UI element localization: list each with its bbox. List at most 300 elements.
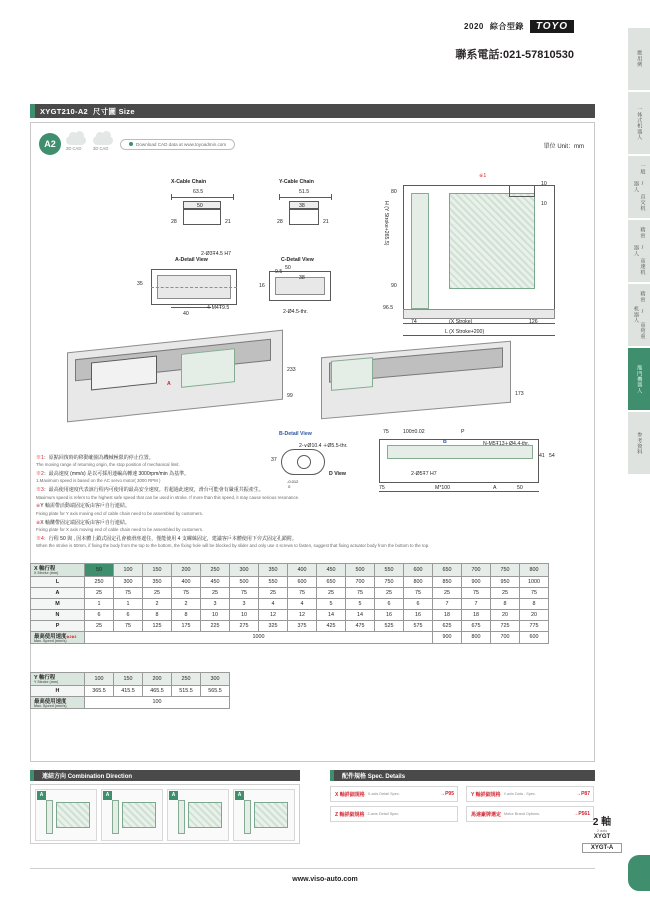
cell: 225 [201,620,230,631]
cell: 3 [201,598,230,609]
section-tabs [628,28,650,476]
y-stroke-col: 200 [143,673,172,686]
sidebar-tab-general[interactable] [628,156,650,218]
cell: 550 [259,576,288,587]
cell: 20 [491,609,520,620]
model-corner-box [582,813,622,853]
spec-page-ref[interactable]: →P95 [440,791,454,797]
c-detail-dim-95: 9.5 [275,269,283,275]
main-dim-80: 80 [391,189,397,195]
cell: 375 [288,620,317,631]
cell: 750 [375,576,404,587]
combination-column [178,800,185,834]
iso-carriage [181,348,235,388]
brand-logo: TOYO [530,20,574,33]
combination-item[interactable] [167,789,229,841]
tab-label-zh: 精密 / 高荷重机器人 [633,291,646,339]
cell: 475 [346,620,375,631]
combination-column [46,800,53,834]
x-stroke-col: 650 [433,564,462,577]
max-speed-note: ※2※3 [66,634,77,639]
cell: 25 [375,587,404,598]
row-label-A: A [31,587,85,598]
cell: 8 [172,609,201,620]
x-stroke-col: 700 [462,564,491,577]
max-speed-zh: 最高使用速度 [34,633,67,640]
dview-dim-54: 54 [549,453,555,459]
footer-divider [30,868,595,869]
catalog-header [464,20,574,33]
x-max-speed-cell: 600 [520,631,549,644]
y-stroke-col: 250 [172,673,201,686]
iso2-dim-173: 173 [515,391,524,397]
cell: 1000 [520,576,549,587]
note-key: ※4 [36,535,44,542]
main-dim-90: 90 [391,283,397,289]
note-item [36,487,336,501]
dview-label-A: A [493,485,497,491]
cell: 500 [230,576,259,587]
cell: 25 [201,587,230,598]
x-max-speed-cell: 800 [462,631,491,644]
c-detail-title: C-Detail View [281,257,314,263]
cell: 675 [462,620,491,631]
max-speed-en: Max. Speed (mm/s) [34,638,67,643]
cell: 515.5 [172,685,201,696]
tab-label-zh: 一般 / 直交机器人 [633,163,646,211]
combination-diagram [56,802,90,828]
title-model: XYGT210-A2 [40,107,89,116]
main-column-left [411,193,429,309]
title-label-en: Size [118,107,135,116]
note-key: ※3 [36,487,44,494]
cell: 425 [317,620,346,631]
iso-label-A: A [167,381,171,387]
note-key: ※ [36,503,41,510]
cell: 25 [85,587,114,598]
cell: 12 [259,609,288,620]
tab-label-zh: 一体式机器人 [636,105,643,141]
spec-row-y-axis[interactable] [466,786,594,802]
main-dim-74: 74 [411,319,417,325]
x-chain-dim-635: 63.5 [193,189,204,195]
x-cable-chain-title: X-Cable Chain [171,179,207,185]
note-item [36,536,556,550]
series-name: XYGT [593,834,611,840]
main-base [403,309,555,319]
x-stroke-label-en: X Stroke (mm) [34,571,59,575]
main-dim-H: H (Y Stroke+265.5) [383,201,389,246]
contact-phone: 聯系電話:021-57810530 [455,49,574,61]
y-chain-dim-28: 28 [277,219,283,225]
cell: 8 [491,598,520,609]
note-item [36,520,336,534]
cell: 6 [85,609,114,620]
combination-item-badge: A [169,791,178,800]
x-chain-dim-21: 21 [225,219,231,225]
combination-diagram [254,802,288,828]
cell: 325 [259,620,288,631]
cell: 250 [85,576,114,587]
table-row [31,696,230,709]
x-stroke-col: 150 [143,564,172,577]
max-speed-zh: 最高使用速度 [34,698,67,705]
main-dim-965: 96.5 [383,305,394,311]
table-row [31,631,549,644]
title-accent [30,104,35,118]
cell: 8 [143,609,172,620]
tab-label-zh: 龍門機器人 [636,364,643,394]
dview-hole-note: N-M5Ŧ13∔Ø4.4-thr. [483,441,530,447]
unit-label: 單位 Unit：mm [543,144,584,150]
cad-3d-icon[interactable] [93,136,115,152]
x-stroke-col-50: 50 [85,564,114,577]
cell: 6 [404,598,433,609]
spec-row-motor[interactable] [466,806,594,822]
cell: 175 [172,620,201,631]
row-label-M: M [31,598,85,609]
x-table-header-cell [31,564,85,577]
cell: 7 [433,598,462,609]
cell: 75 [172,587,201,598]
a-detail-hole-note: 2-Ø3Ŧ4.5 H7 [201,251,231,257]
combination-item-badge: A [37,791,46,800]
drawing-frame [30,122,595,762]
x-stroke-col: 450 [317,564,346,577]
c-detail-dim-50: 50 [285,265,291,271]
main-dim-126: 126 [529,319,538,325]
dview-plate [387,445,533,459]
note-en: The moving range of returning origin, the stop position of mechanical limit. [36,462,180,468]
note-en: Fixing plate for X axis moving end of cable chain need to be assembled by customers. [36,526,204,532]
y-stroke-col: 100 [85,673,114,686]
combination-title-zh: 連結方向 [42,774,67,780]
note-zh: ：原點回復時的移動範圍為機械極限的停止位置。 [43,455,154,461]
main-dim-xstroke: (X Stroke) [449,319,473,325]
spec-label-zh: X 軸詳細規格 [335,791,365,798]
c-detail-dim-38: 38 [299,275,305,281]
x-stroke-col: 200 [172,564,201,577]
row-label-H: H [31,685,85,696]
cell: 525 [375,620,404,631]
note-item [36,503,336,517]
cell: 10 [230,609,259,620]
cell: 75 [114,587,143,598]
spec-details-title [330,770,595,781]
y-cable-chain-title: Y-Cable Chain [279,179,314,185]
cell: 14 [346,609,375,620]
dview-dim-41: 41 [539,453,545,459]
table-row [31,564,549,577]
c-detail-dim-16: 16 [259,283,265,289]
spec-label-en: Z-axis Detail Spec. [367,812,400,816]
note-key: ※ [36,519,41,526]
dview-label-B: B [443,439,447,445]
a-detail-m4-note: 4-M4Ŧ9.5 [207,305,230,311]
cell: 20 [520,609,549,620]
cell: 25 [317,587,346,598]
spec-label-zh: Z 軸詳細規格 [335,811,365,818]
iso2-carriage [331,357,373,391]
cell: 75 [346,587,375,598]
cell: 125 [143,620,172,631]
cell: 16 [404,609,433,620]
x-max-speed-cell: 900 [433,631,462,644]
a-detail-dim-40: 40 [183,311,189,317]
cad-download-text: Download CAD data at www.toyoadmin.com [136,141,227,147]
x-max-speed-label [31,631,85,644]
table-row [31,673,230,686]
cell: 365.5 [85,685,114,696]
cell: 625 [433,620,462,631]
combination-item-badge: A [103,791,112,800]
dview-dim-75b: 75 [379,485,385,491]
spec-row-x-axis[interactable] [330,786,458,802]
cell: 25 [143,587,172,598]
cell: 775 [520,620,549,631]
cell: 300 [114,576,143,587]
x-max-speed-cell: 700 [491,631,520,644]
y-chain-dim-515: 51.5 [299,189,310,195]
x-stroke-col: 750 [491,564,520,577]
cell: 1 [85,598,114,609]
cell: 650 [317,576,346,587]
cell: 950 [491,576,520,587]
cad-download-link[interactable] [120,139,235,150]
cell: 350 [143,576,172,587]
cell: 275 [230,620,259,631]
cell: 5 [346,598,375,609]
cell: 565.5 [201,685,230,696]
note-key: ※2 [36,471,44,478]
x-stroke-table [30,563,549,644]
spec-label-en: Motor Brand Options. [504,812,541,816]
a-detail-title: A-Detail View [175,257,208,263]
cell: 8 [520,598,549,609]
a-detail-dim-35: 35 [137,281,143,287]
cell: 4 [288,598,317,609]
d-view-title: D View [329,471,346,477]
cell: 10 [201,609,230,620]
cad-2d-label: 2D CAD [66,146,82,151]
note-zh: ：行程 50 與 , 因本體上鎖式固定孔會被滑座遮住，僅能使用 4 支螺絲固定，建議客戶本體使用下旁式固定孔鎖附。 [43,535,297,542]
cell: 16 [375,609,404,620]
y-table-header-cell [31,673,85,686]
row-label-P: P [31,620,85,631]
cell: 5 [317,598,346,609]
table-row [31,576,549,587]
y-stroke-label-en: Y Stroke (mm) [34,680,59,684]
row-label-N: N [31,609,85,620]
iso-dim-99: 99 [287,393,293,399]
cell: 18 [462,609,491,620]
cell: 14 [317,609,346,620]
page-title [40,106,135,117]
cell: 25 [433,587,462,598]
download-icon [129,142,133,146]
main-star1: ※1 [479,173,487,179]
spec-page-ref[interactable]: →P87 [576,791,590,797]
table-row [31,609,549,620]
cell: 75 [114,620,143,631]
spec-title-zh: 配件規格 [342,774,367,780]
note-key: ※1 [36,455,44,461]
variant-badge: A2 [39,133,61,155]
cell: 6 [375,598,404,609]
x-stroke-col: 400 [288,564,317,577]
dview-hole2-note: 2-Ø5Ŧ7 H7 [411,471,437,477]
table-row [31,587,549,598]
tab-label-zh: 精密 / 高速机器人 [633,227,646,275]
b-detail-title: B-Detail View [279,431,312,437]
x-stroke-col: 100 [114,564,143,577]
dview-dim-50: 50 [517,485,523,491]
cell: 800 [404,576,433,587]
cell: 75 [288,587,317,598]
sidebar-tab-precision-highspeed[interactable] [628,220,650,282]
y-stroke-col: 300 [201,673,230,686]
cell: 450 [201,576,230,587]
cell: 3 [230,598,259,609]
note-item [36,455,336,469]
cell: 25 [85,620,114,631]
catalog-name: 綜合型錄 [489,22,524,31]
cell: 415.5 [114,685,143,696]
iso-dim-233: 233 [287,367,296,373]
y-stroke-col: 150 [114,673,143,686]
combination-diagram [188,802,222,828]
y-max-speed-value: 100 [85,696,230,709]
spec-label-zh: Y 軸詳細規格 [471,791,501,798]
sidebar-tab-integrated[interactable] [628,92,650,154]
note-item [36,471,336,485]
dview-dim-M: M*100 [435,485,450,491]
x-stroke-col: 550 [375,564,404,577]
dview-dim-75a: 75 [383,429,389,435]
page-title-bar [30,104,595,118]
cell: 2 [143,598,172,609]
x-chain-box [183,209,221,225]
y-chain-dim-38: 38 [299,203,305,209]
cell: 4 [259,598,288,609]
main-dim-10b: 10 [541,201,547,207]
x-stroke-col: 350 [259,564,288,577]
tab-label-zh: 應用例 [636,50,643,68]
table-row [31,598,549,609]
combination-item[interactable] [101,789,163,841]
y-stroke-label-zh: Y 軸行程 [34,675,56,681]
combination-title [30,770,300,781]
page-corner-accent [628,855,650,891]
x-stroke-col: 500 [346,564,375,577]
footer-url: www.viso-auto.com [292,876,358,883]
cell: 12 [288,609,317,620]
cell: 725 [491,620,520,631]
combination-diagram [122,802,156,828]
cad-3d-label: 3D CAD [93,146,109,151]
cad-download-row [39,133,235,155]
combination-item[interactable] [35,789,97,841]
cell: 75 [230,587,259,598]
cad-2d-icon[interactable] [66,136,88,152]
spec-label-en: X-axis Detail Spec. [367,792,400,796]
dview-dim-100: 100±0.02 [403,429,425,435]
sidebar-tab-application[interactable] [628,28,650,90]
spec-row-z-axis[interactable] [330,806,458,822]
cell: 18 [433,609,462,620]
note-en: Maximum speed is refers to the highest safe speed that can be used in stroke. If more than this speed, it may cause serious resonance. [36,494,300,500]
axis-count-en: 2 axis [596,828,608,833]
dview-dim-P: P [461,429,465,435]
cell: 25 [259,587,288,598]
cell: 575 [404,620,433,631]
variant-tag: XYGT-A [582,843,622,853]
combination-column [244,800,251,834]
sidebar-tab-xygt[interactable] [628,348,650,410]
main-work-area [449,193,535,289]
cell: 465.5 [143,685,172,696]
note-zh: ：最高速度 (mm/s) 是以可採用連編高轉速 3000rpm/min 為基準。 [43,471,190,478]
x-chain-dim-50: 50 [197,203,203,209]
note-zh: X 軸纜帶固定端固定板由客戶自行連結。 [40,519,130,526]
x-stroke-col: 800 [520,564,549,577]
spec-label-zh: 馬達廠牌選定 [471,811,502,818]
cell: 850 [433,576,462,587]
main-top-right-block [509,185,535,197]
max-speed-en: Max. Speed (mm/s) [34,703,67,708]
x-chain-dim-28: 28 [171,219,177,225]
y-chain-dim-21: 21 [323,219,329,225]
catalog-year: 2020 [464,22,484,31]
cell: 75 [462,587,491,598]
x-stroke-col: 600 [404,564,433,577]
main-dim-10a: 10 [541,181,547,187]
note-en: Fixing plate for Y axis moving end of cable chain need to be assembled by customers. [36,510,204,516]
note-zh: ：最高使用速度代表該行程内可使用的最高安全速度。若超過此速度，滑台可能會有嚴重共振產生。 [43,487,264,494]
combination-title-en: Combination Direction [67,774,133,780]
sidebar-tab-precision-highload[interactable] [628,284,650,346]
table-row [31,685,230,696]
b-detail-dim-37: 37 [271,457,277,463]
combination-item[interactable] [233,789,295,841]
cell: 600 [288,576,317,587]
note-en: When the stroke is 50mm, if fixing the body from the top to the bottom, the fixing hole will be blocked by slider and only use 4 screws to fasten, suggest that fixing actuator body from the bottom to the top. [36,542,430,548]
table-row [31,620,549,631]
spec-page-ref[interactable]: →P561 [573,811,590,817]
cell: 900 [462,576,491,587]
c-detail-hole-note: 2-Ø4.5-thr. [283,309,308,315]
x-stroke-label-zh: X 軸行程 [34,566,56,572]
cell: 400 [172,576,201,587]
cell: 75 [520,587,549,598]
note-en: 1.Maximum speed is based on the AC servo motor( 3000 RPM ) [36,478,161,484]
y-stroke-table [30,672,230,709]
cell: 75 [404,587,433,598]
y-max-speed-label [31,696,85,709]
cell: 6 [114,609,143,620]
spec-title-en: Spec. Details [367,774,406,780]
sidebar-tab-reference[interactable] [628,412,650,474]
title-label-zh: 尺寸圖 [92,107,117,116]
cell: 7 [462,598,491,609]
x-max-speed-main: 1000 [85,631,433,644]
combination-panel [30,784,300,844]
b-detail-tolerance: -0.012 0 [287,479,299,489]
cell: 25 [491,587,520,598]
b-detail-hole-note: 2-∨Ø10.4 ∔Ø5.5-thr. [299,443,348,449]
spec-label-en: Y-axis Data - Spec. [503,792,536,796]
y-chain-box [289,209,319,225]
